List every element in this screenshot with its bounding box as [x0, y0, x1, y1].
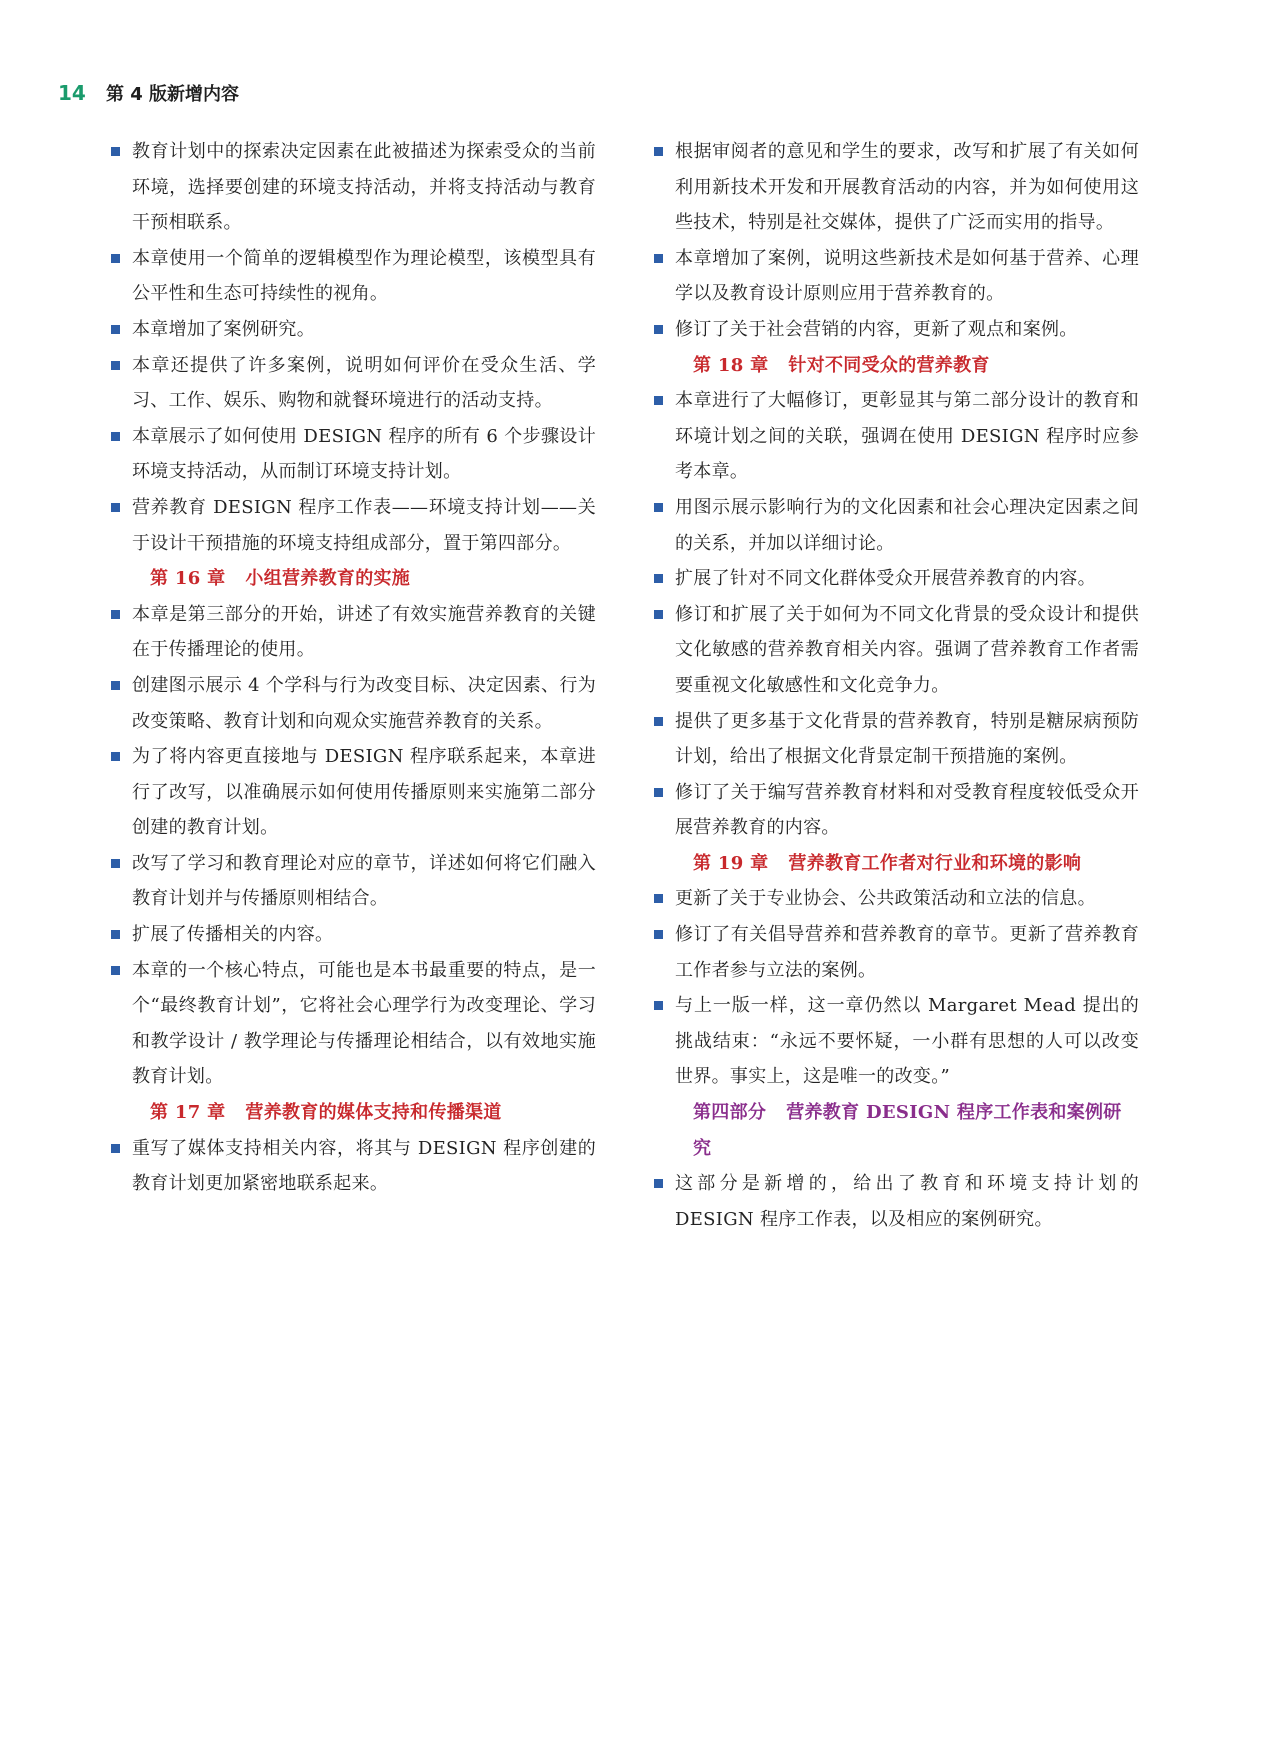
list-item: 根据审阅者的意见和学生的要求，改写和扩展了有关如何利用新技术开发和开展教育活动的内容，并为如何使用这些技术，特别是社交媒体，提供了广泛而实用的指导。: [651, 134, 1139, 241]
list-item: 本章使用一个简单的逻辑模型作为理论模型，该模型具有公平性和生态可持续性的视角。: [108, 241, 596, 312]
list-item: 本章进行了大幅修订，更彰显其与第二部分设计的教育和环境计划之间的关联，强调在使用 DESIGN 程序时应参考本章。: [651, 383, 1139, 490]
list-item: 修订和扩展了关于如何为不同文化背景的受众设计和提供文化敏感的营养教育相关内容。强调了营养教育工作者需要重视文化敏感性和文化竞争力。: [651, 597, 1139, 704]
right-column: [651, 134, 1139, 1237]
chapter-number: 第 17 章: [150, 1102, 226, 1124]
list-item: 这部分是新增的，给出了教育和环境支持计划的 DESIGN 程序工作表，以及相应的案例研究。: [651, 1166, 1139, 1237]
list-item: 本章增加了案例研究。: [108, 312, 596, 348]
part-title: 营养教育 DESIGN 程序工作表和案例研究: [693, 1102, 1122, 1159]
list-item: 修订了关于编写营养教育材料和对受教育程度较低受众开展营养教育的内容。: [651, 775, 1139, 846]
list-item: 本章是第三部分的开始，讲述了有效实施营养教育的关键在于传播理论的使用。: [108, 597, 596, 668]
part-number: 第四部分: [693, 1102, 767, 1124]
list-item: 本章还提供了许多案例，说明如何评价在受众生活、学习、工作、娱乐、购物和就餐环境进行的活动支持。: [108, 348, 596, 419]
chapter-heading-19: [651, 846, 1139, 882]
list-item: 创建图示展示 4 个学科与行为改变目标、决定因素、行为改变策略、教育计划和向观众实施营养教育的关系。: [108, 668, 596, 739]
chapter-title: 营养教育工作者对行业和环境的影响: [788, 852, 1082, 874]
page-number: 14: [58, 81, 86, 105]
list-item: 为了将内容更直接地与 DESIGN 程序联系起来，本章进行了改写，以准确展示如何使用传播原则来实施第二部分创建的教育计划。: [108, 739, 596, 846]
list-item: 修订了关于社会营销的内容，更新了观点和案例。: [651, 312, 1139, 348]
chapter-heading-18: [651, 348, 1139, 384]
list-item: 扩展了传播相关的内容。: [108, 917, 596, 953]
list-item: 提供了更多基于文化背景的营养教育，特别是糖尿病预防计划，给出了根据文化背景定制干预措施的案例。: [651, 704, 1139, 775]
list-item: 营养教育 DESIGN 程序工作表——环境支持计划——关于设计干预措施的环境支持组成部分，置于第四部分。: [108, 490, 596, 561]
list-item: 改写了学习和教育理论对应的章节，详述如何将它们融入教育计划并与传播原则相结合。: [108, 846, 596, 917]
list-item: 重写了媒体支持相关内容，将其与 DESIGN 程序创建的教育计划更加紧密地联系起来。: [108, 1131, 596, 1202]
chapter-title: 营养教育的媒体支持和传播渠道: [245, 1102, 502, 1124]
list-item: 本章增加了案例，说明这些新技术是如何基于营养、心理学以及教育设计原则应用于营养教育的。: [651, 241, 1139, 312]
list-item: 用图示展示影响行为的文化因素和社会心理决定因素之间的关系，并加以详细讨论。: [651, 490, 1139, 561]
chapter-number: 第 16 章: [150, 568, 226, 590]
list-item: 本章展示了如何使用 DESIGN 程序的所有 6 个步骤设计环境支持活动，从而制订环境支持计划。: [108, 419, 596, 490]
chapter-heading-17: [108, 1095, 596, 1131]
list-item: 本章的一个核心特点，可能也是本书最重要的特点，是一个“最终教育计划”，它将社会心理学行为改变理论、学习和教学设计 / 教学理论与传播理论相结合，以有效地实施教育计划。: [108, 953, 596, 1095]
running-title: 第 4 版新增内容: [106, 84, 240, 105]
chapter-number: 第 19 章: [693, 852, 769, 874]
list-item: 修订了有关倡导营养和营养教育的章节。更新了营养教育工作者参与立法的案例。: [651, 917, 1139, 988]
chapter-title: 小组营养教育的实施: [245, 568, 411, 590]
left-column: [108, 134, 596, 1202]
part-heading-4: [651, 1095, 1139, 1166]
chapter-heading-16: [108, 561, 596, 597]
list-item: 更新了关于专业协会、公共政策活动和立法的信息。: [651, 881, 1139, 917]
list-item: 与上一版一样，这一章仍然以 Margaret Mead 提出的挑战结束：“永远不要怀疑，一小群有思想的人可以改变世界。事实上，这是唯一的改变。”: [651, 988, 1139, 1095]
chapter-number: 第 18 章: [693, 354, 769, 376]
list-item: 教育计划中的探索决定因素在此被描述为探索受众的当前环境，选择要创建的环境支持活动，并将支持活动与教育干预相联系。: [108, 134, 596, 241]
list-item: 扩展了针对不同文化群体受众开展营养教育的内容。: [651, 561, 1139, 597]
page-header: [58, 80, 239, 106]
chapter-title: 针对不同受众的营养教育: [788, 354, 990, 376]
